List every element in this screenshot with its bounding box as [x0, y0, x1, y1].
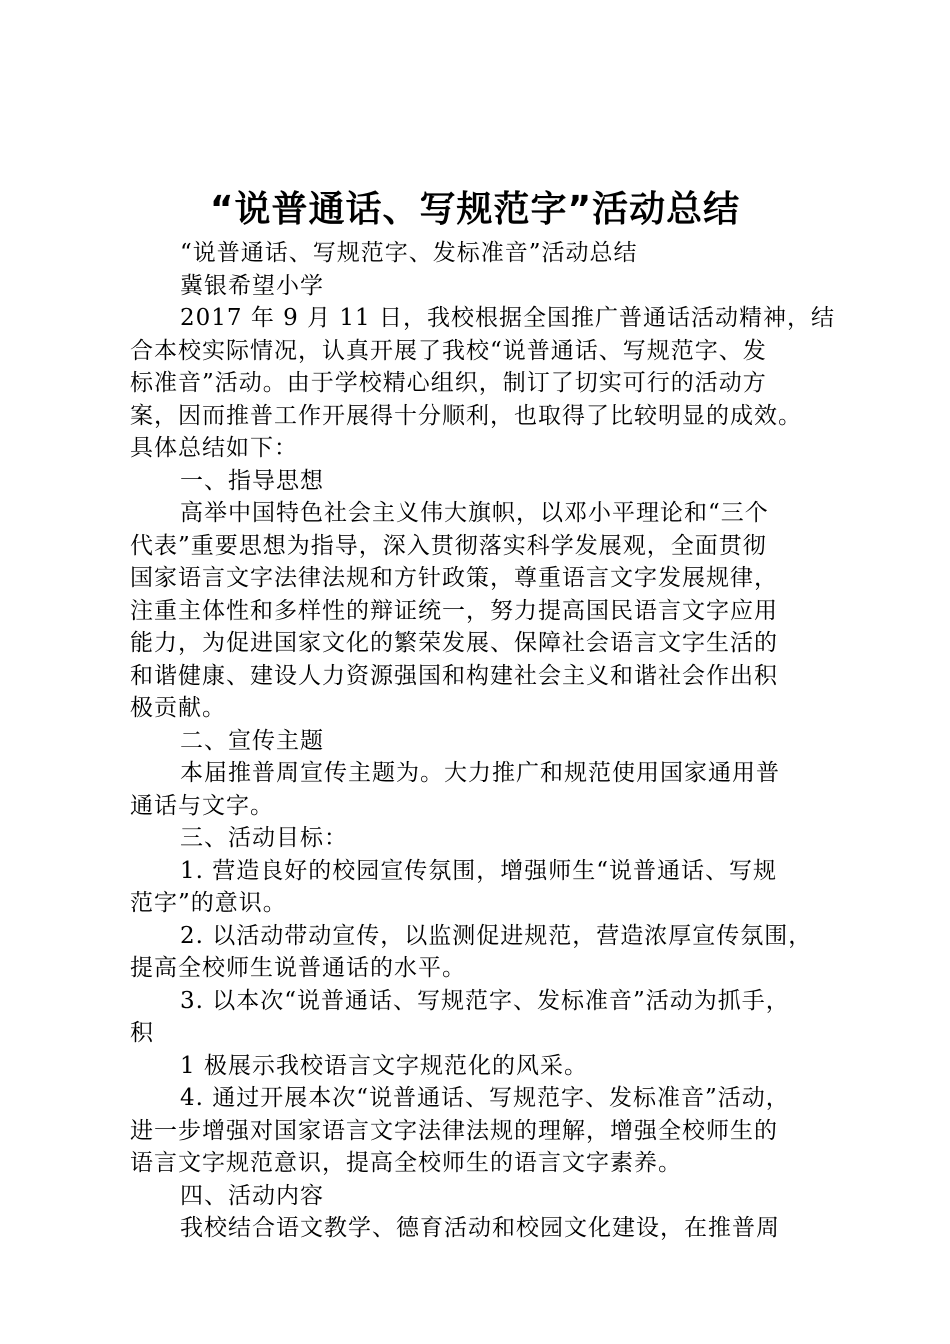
text-line: “说普通话、写规范字、发标准音”活动总结	[180, 240, 638, 266]
text-line: 高举中国特色社会主义伟大旗帜，以邓小平理论和“三个	[180, 500, 769, 526]
text-line: 注重主体性和多样性的辩证统一，努力提高国民语言文字应用	[130, 597, 778, 624]
text-line: 具体总结如下：	[130, 435, 298, 461]
text-line: 2. 以活动带动宣传，以监测促进规范，营造浓厚宣传氛围，	[180, 922, 813, 949]
text-line: 我校结合语文教学、德育活动和校园文化建设，在推普周	[180, 1215, 780, 1241]
text-line: 1. 营造良好的校园宣传氛围，增强师生“说普通话、写规	[180, 857, 778, 884]
text-line: 3. 以本次“说普通话、写规范字、发标准音”活动为抓手，	[180, 987, 790, 1014]
text-line: 通话与文字。	[130, 792, 274, 819]
text-line: 能力，为促进国家文化的繁荣发展、保障社会语言文字生活的	[130, 630, 778, 656]
text-line: 1 极展示我校语言文字规范化的风采。	[180, 1052, 588, 1079]
text-line: 四、活动内容	[180, 1182, 324, 1209]
text-line: 2017 年 9 月 11 日，我校根据全国推广普通话活动精神，结	[180, 305, 835, 331]
text-line: 范字”的意识。	[130, 890, 287, 916]
text-line: 进一步增强对国家语言文字法律法规的理解，增强全校师生的	[130, 1117, 778, 1144]
text-line: 标准音”活动。由于学校精心组织，制订了切实可行的活动方	[130, 370, 767, 396]
text-line: 积	[130, 1020, 154, 1046]
text-line: 二、宣传主题	[180, 727, 324, 754]
text-line: 冀银希望小学	[180, 272, 324, 299]
text-line: 案，因而推普工作开展得十分顺利，也取得了比较明显的成效。	[130, 402, 802, 429]
text-line: 提高全校师生说普通话的水平。	[130, 955, 466, 981]
text-line: 合本校实际情况，认真开展了我校“说普通话、写规范字、发	[130, 337, 767, 364]
document-body	[130, 237, 840, 1245]
text-line: 4. 通过开展本次“说普通话、写规范字、发标准音”活动，	[180, 1085, 790, 1111]
text-line: 代表”重要思想为指导，深入贯彻落实科学发展观，全面贯彻	[130, 532, 767, 559]
text-line: 三、活动目标：	[180, 825, 348, 851]
document-title: “说普通话、写规范字”活动总结	[209, 189, 741, 230]
text-line: 极贡献。	[130, 695, 226, 721]
text-line: 和谐健康、建设人力资源强国和构建社会主义和谐社会作出积	[130, 662, 778, 689]
text-line: 语言文字规范意识，提高全校师生的语言文字素养。	[130, 1150, 682, 1176]
text-line: 国家语言文字法律法规和方针政策，尊重语言文字发展规律，	[130, 565, 778, 591]
text-line: 一、指导思想	[180, 467, 324, 494]
text-line: 本届推普周宣传主题为。大力推广和规范使用国家通用普	[180, 760, 780, 786]
